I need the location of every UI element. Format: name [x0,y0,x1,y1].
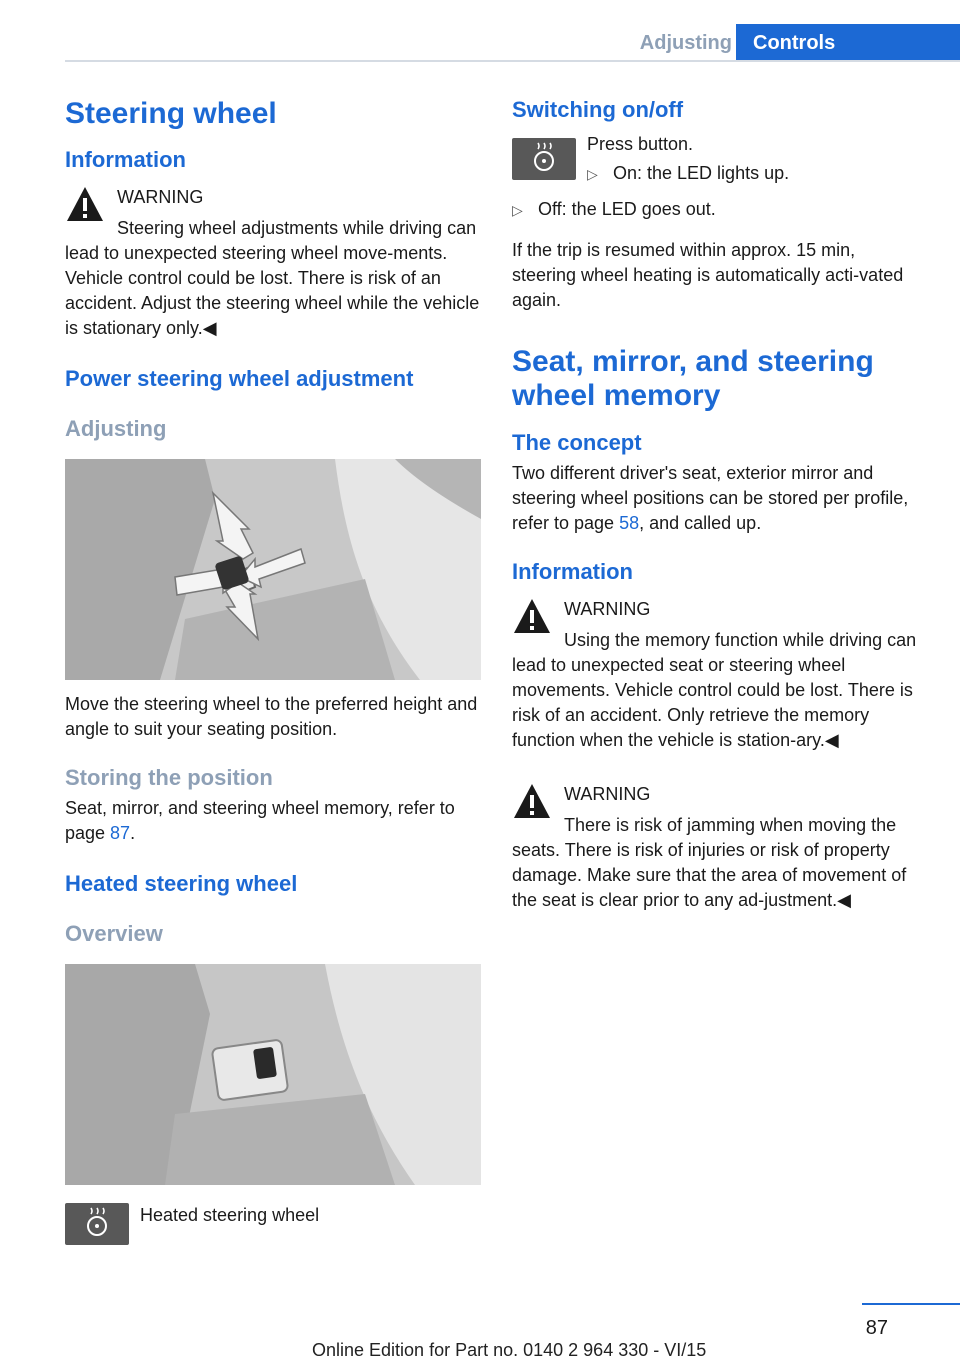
warning-text: There is risk of jamming when moving the seats. There is risk of injuries or risk of property damage. Make sure that the area of movement of the seat is clear prior to any ad‐justment.◀ [512,815,907,910]
warning-icon [65,184,105,224]
information-heading: Information [65,147,186,172]
overview-heading: Overview [65,921,163,946]
press-button-step [512,136,922,200]
power-adjust-heading: Power steering wheel adjustment [65,366,414,391]
warning-label: WARNING [564,599,651,619]
concept-text-part: Two different driver's seat, exterior mirror and steering wheel positions can be stored per profile, refer to page [512,463,909,533]
right-column [512,96,922,913]
memory-info-heading: Information [512,559,633,584]
warning-label: WARNING [117,187,204,207]
page-87-link[interactable]: 87 [110,823,131,843]
header-chapter-tab: Controls [736,24,960,62]
page-58-link[interactable]: 58 [619,513,640,533]
adjust-text: Move the steering wheel to the preferred height and angle to suit your seating position. [65,694,478,739]
heated-steering-wheel-button-icon [65,1203,129,1245]
left-column [65,96,481,1245]
storing-text-end: . [130,823,136,843]
adjustment-photo [65,459,481,680]
bullet-on-text: On: the LED lights up. [613,163,790,183]
storing-heading: Storing the position [65,765,273,790]
button-legend [65,1203,481,1245]
bullet-off-text: Off: the LED goes out. [538,199,716,219]
page-number: 87 [865,1317,888,1339]
press-text: Press button. [587,134,694,154]
storing-text [65,796,481,846]
heated-steering-wheel-button-icon [512,138,576,180]
button-caption: Heated steering wheel [140,1205,320,1225]
warning-box [65,184,481,341]
warning-icon [512,781,552,821]
section-title: Steering wheel [65,97,277,130]
bullet-triangle-icon: ▷ [512,202,523,218]
header-section-label: Adjusting [639,32,732,54]
bullet-triangle-icon: ▷ [587,166,598,182]
warning-label: WARNING [564,784,651,804]
warning-box-memory [512,596,922,753]
concept-text-end: , and called up. [639,513,762,533]
storing-text-part: Seat, mirror, and steering wheel memory, refer to page [65,798,455,843]
warning-icon [512,596,552,636]
edition-footer: Online Edition for Part no. 0140 2 964 330 - VI/15 [312,1340,707,1360]
concept-text [512,461,922,536]
switching-heading: Switching on/off [512,97,684,122]
header-rule [65,60,960,62]
adjusting-heading: Adjusting [65,416,167,441]
memory-title: Seat, mirror, and steering wheel memory [512,345,874,412]
warning-text: Using the memory function while driving can lead to unexpected seat or steering wheel movements. Vehicle control could be lost. There is risk of an accident. Only retrieve the memory function when the vehicle is station‐ary.◀ [512,630,917,750]
concept-heading: The concept [512,430,642,455]
heated-button-photo [65,964,481,1185]
heated-heading: Heated steering wheel [65,871,298,896]
warning-text: Steering wheel adjustments while driving can lead to unexpected steering wheel move‐ments. Vehicle control could be lost. There is risk of an accident. Adjust the steering wheel while the vehicle is stationary only.◀ [65,218,480,338]
bullet-on [587,158,789,190]
warning-box-jamming [512,781,922,913]
footer-rule [862,1303,960,1305]
resume-text: If the trip is resumed within approx. 15 min, steering wheel heating is automatically acti‐vated again. [512,240,904,310]
